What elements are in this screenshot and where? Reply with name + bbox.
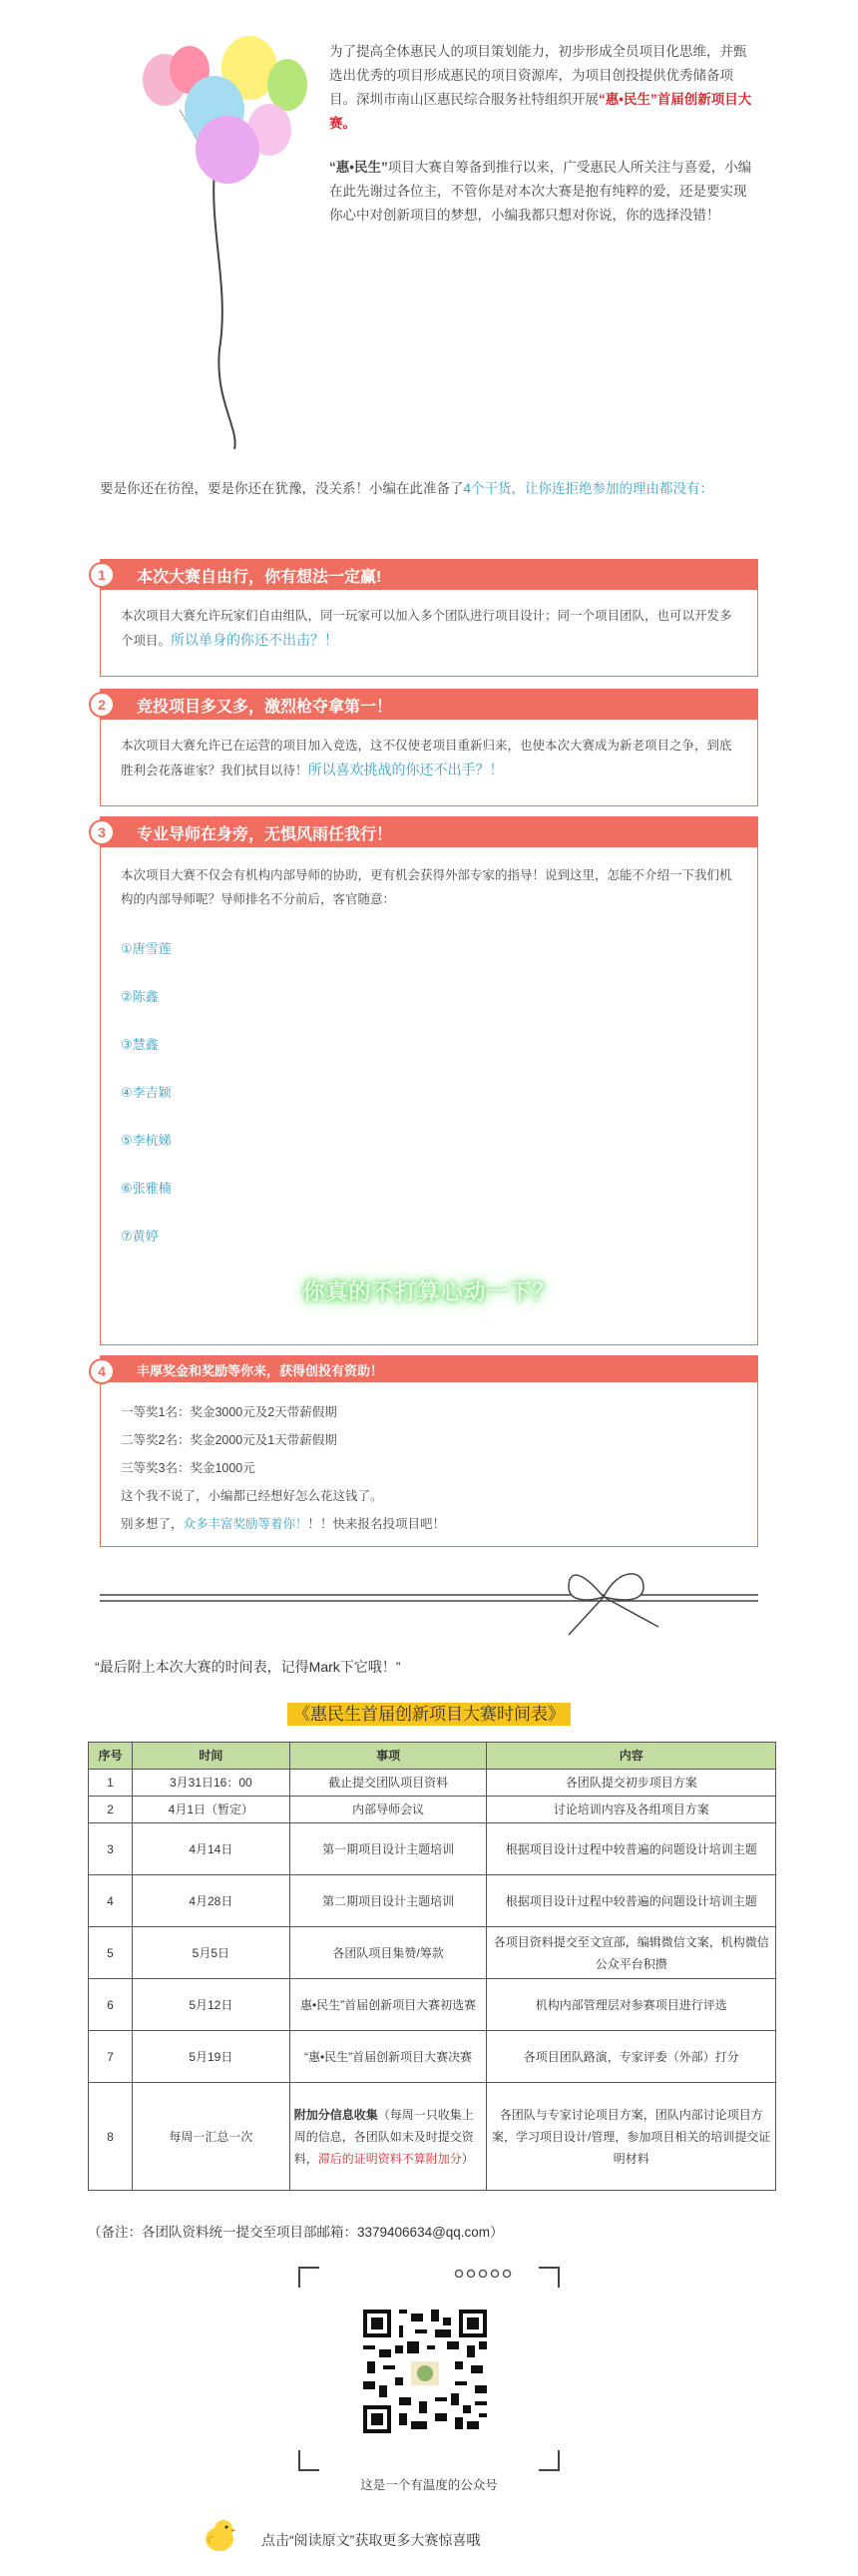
table-cell: 5月5日 bbox=[132, 1927, 289, 1979]
email-note: （备注：各团队资料统一提交至项目部邮箱：3379406634@qq.com） bbox=[88, 2225, 504, 2240]
prize-item: 一等奖1名：奖金3000元及2天带薪假期 bbox=[121, 1405, 337, 1419]
schedule-lead: “最后附上本次大赛的时间表，记得Mark下它哦！” bbox=[95, 1659, 401, 1675]
column-header: 内容 bbox=[487, 1743, 776, 1770]
table-cell: 5 bbox=[89, 1927, 133, 1979]
intro-paragraph-2: “惠•民生”项目大赛自筹备到推行以来，广受惠民人所关注与喜爱，小编在此先谢过各位主，不管你是对本次大赛是抱有纯粹的爱，还是要实现你心中对创新项目的梦想，小编我都只想对你说，你的选择没错！ bbox=[329, 160, 752, 223]
chick-icon bbox=[200, 2515, 239, 2555]
table-cell: “惠•民生”首届创新项目大赛决赛 bbox=[289, 2031, 487, 2083]
intro-block bbox=[329, 40, 758, 242]
mentor-item: ⑦黄婷 bbox=[121, 1229, 159, 1244]
section-4-header bbox=[98, 1356, 757, 1382]
table-cell: 5月19日 bbox=[132, 2031, 289, 2083]
table-cell: 内部导师会议 bbox=[289, 1797, 487, 1823]
qr-caption: 这是一个有温度的公众号 bbox=[360, 2478, 498, 2492]
table-cell: 4月28日 bbox=[132, 1875, 289, 1927]
glow-slogan: 你真的不打算心动一下？ bbox=[302, 1280, 556, 1304]
balloons-illustration bbox=[120, 30, 319, 449]
read-more-link[interactable]: 点击“阅读原文”获取更多大赛惊喜哦 bbox=[261, 2532, 481, 2548]
table-cell: 4月14日 bbox=[132, 1823, 289, 1875]
table-row bbox=[89, 1875, 776, 1927]
mentor-item: ④李吉颖 bbox=[121, 1085, 172, 1100]
section-3-intro: 本次项目大赛不仅会有机构内部导师的协助，更有机会获得外部专家的指导！说到这里，怎能不介绍一下我们机构的内部导师呢？导师排名不分前后，客官随意： bbox=[121, 868, 732, 906]
mentor-item: ②陈鑫 bbox=[121, 989, 159, 1004]
table-row bbox=[89, 1797, 776, 1823]
table-cell: 1 bbox=[89, 1770, 133, 1797]
table-cell: 各团队与专家讨论项目方案，团队内部讨论项目方案，学习项目设计/管理，参加项目相关的培训提交证明材料 bbox=[487, 2083, 776, 2191]
section-title: 专业导师在身旁，无惧风雨任我行！ bbox=[137, 825, 393, 843]
section-title: 丰厚奖金和奖励等你来，获得创投有资助！ bbox=[137, 1362, 384, 1378]
intro-paragraph-1: 为了提高全体惠民人的项目策划能力，初步形成全员项目化思维，并甄选出优秀的项目形成惠民的项目资源库，为项目创投提供优秀储备项目。深圳市南山区惠民综合服务社特组织开展“惠•民生”首届创新项目大赛。 bbox=[329, 44, 752, 131]
column-header: 事项 bbox=[289, 1743, 487, 1770]
table-cell: 根据项目设计过程中较普遍的问题设计培训主题 bbox=[487, 1823, 776, 1875]
column-header: 序号 bbox=[89, 1743, 133, 1770]
table-header-row bbox=[89, 1743, 776, 1770]
table-cell: 4 bbox=[89, 1875, 133, 1927]
mentor-item: ⑥张雅楠 bbox=[121, 1181, 172, 1196]
section-4 bbox=[100, 1355, 758, 1547]
table-cell: 第一期项目设计主题培训 bbox=[289, 1823, 487, 1875]
table-cell: 各团队项目集赞/筹款 bbox=[289, 1927, 487, 1979]
schedule-title: 《惠民生首届创新项目大赛时间表》 bbox=[0, 1700, 858, 1725]
table-row bbox=[89, 1770, 776, 1797]
teaser-text: 要是你还在彷徨，要是你还在犹豫，没关系！小编在此准备了4个干货，让你连拒绝参加的理由都没有： bbox=[100, 481, 714, 496]
schedule-table bbox=[88, 1742, 776, 2191]
section-number: 3 bbox=[89, 819, 115, 845]
table-row bbox=[89, 2031, 776, 2083]
table-cell: 各项目资料提交至文宣部，编辑微信文案，机构微信公众平台积攒 bbox=[487, 1927, 776, 1979]
table-cell: 8 bbox=[89, 2083, 133, 2191]
table-cell: 4月1日（暂定） bbox=[132, 1797, 289, 1823]
prize-item: 二等奖2名：奖金2000元及1天带薪假期 bbox=[121, 1433, 337, 1447]
section-3-header bbox=[98, 817, 757, 847]
mentor-item: ⑤李杭娣 bbox=[121, 1133, 172, 1148]
prize-note: 这个我不说了，小编都已经想好怎么花这钱了。 bbox=[121, 1489, 383, 1503]
table-row bbox=[89, 1927, 776, 1979]
table-cell: 各团队提交初步项目方案 bbox=[487, 1770, 776, 1797]
section-number: 2 bbox=[89, 692, 115, 718]
prize-call: 别多想了，众多丰富奖励等着你！！！快来报名投项目吧！ bbox=[121, 1517, 446, 1531]
table-cell: 附加分信息收集（每周一只收集上周的信息，各团队如未及时提交资料，滞后的证明资料不算附加分） bbox=[289, 2083, 487, 2191]
table-cell: 7 bbox=[89, 2031, 133, 2083]
ribbon-divider bbox=[100, 1557, 758, 1637]
section-number: 1 bbox=[89, 562, 115, 588]
table-cell: 第二期项目设计主题培训 bbox=[289, 1875, 487, 1927]
mentor-list bbox=[121, 925, 737, 1261]
table-cell: 讨论培训内容及各组项目方案 bbox=[487, 1797, 776, 1823]
table-cell: 5月12日 bbox=[132, 1979, 289, 2031]
section-body bbox=[101, 1382, 757, 1548]
schedule-table-wrap bbox=[88, 1742, 776, 2191]
section-2-header bbox=[98, 690, 757, 720]
table-cell: 各项目团队路演，专家评委（外部）打分 bbox=[487, 2031, 776, 2083]
mentor-item: ③慧鑫 bbox=[121, 1037, 159, 1052]
table-cell: 截止提交团队项目资料 bbox=[289, 1770, 487, 1797]
section-title: 本次大赛自由行，你有想法一定赢! bbox=[137, 568, 382, 586]
table-cell: 2 bbox=[89, 1797, 133, 1823]
section-body bbox=[101, 847, 757, 1314]
section-1-header bbox=[98, 560, 757, 590]
table-cell: 惠•民生”首届创新项目大赛初选赛 bbox=[289, 1979, 487, 2031]
section-3 bbox=[100, 816, 758, 1345]
section-body: 本次项目大赛允许已在运营的项目加入竞选，这不仅使老项目重新归来，也使本次大赛成为新老项目之争，到底胜利会花落谁家？我们拭目以待！所以喜欢挑战的你还不出手？！ bbox=[121, 739, 732, 777]
mentor-item: ①唐雪莲 bbox=[121, 941, 172, 956]
prize-item: 三等奖3名：奖金1000元 bbox=[121, 1461, 255, 1475]
column-header: 时间 bbox=[132, 1743, 289, 1770]
table-row bbox=[89, 1979, 776, 2031]
table-cell: 6 bbox=[89, 1979, 133, 2031]
section-title: 竞投项目多又多，激烈枪夺拿第一！ bbox=[137, 698, 393, 716]
table-cell: 3 bbox=[89, 1823, 133, 1875]
table-cell: 每周一汇总一次 bbox=[132, 2083, 289, 2191]
table-cell: 3月31日16：00 bbox=[132, 1770, 289, 1797]
table-cell: 机构内部管理层对参赛项目进行评选 bbox=[487, 1979, 776, 2031]
section-number: 4 bbox=[89, 1358, 115, 1384]
section-1 bbox=[100, 559, 758, 677]
table-row bbox=[89, 1823, 776, 1875]
section-body: 本次项目大赛允许玩家们自由组队，同一玩家可以加入多个团队进行项目设计；同一个项目团队，也可以开发多个项目。所以单身的你还不出击？！ bbox=[121, 609, 732, 648]
table-cell: 根据项目设计过程中较普遍的问题设计培训主题 bbox=[487, 1875, 776, 1927]
section-2 bbox=[100, 689, 758, 806]
qr-code-icon bbox=[359, 2306, 491, 2437]
table-row bbox=[89, 2083, 776, 2191]
